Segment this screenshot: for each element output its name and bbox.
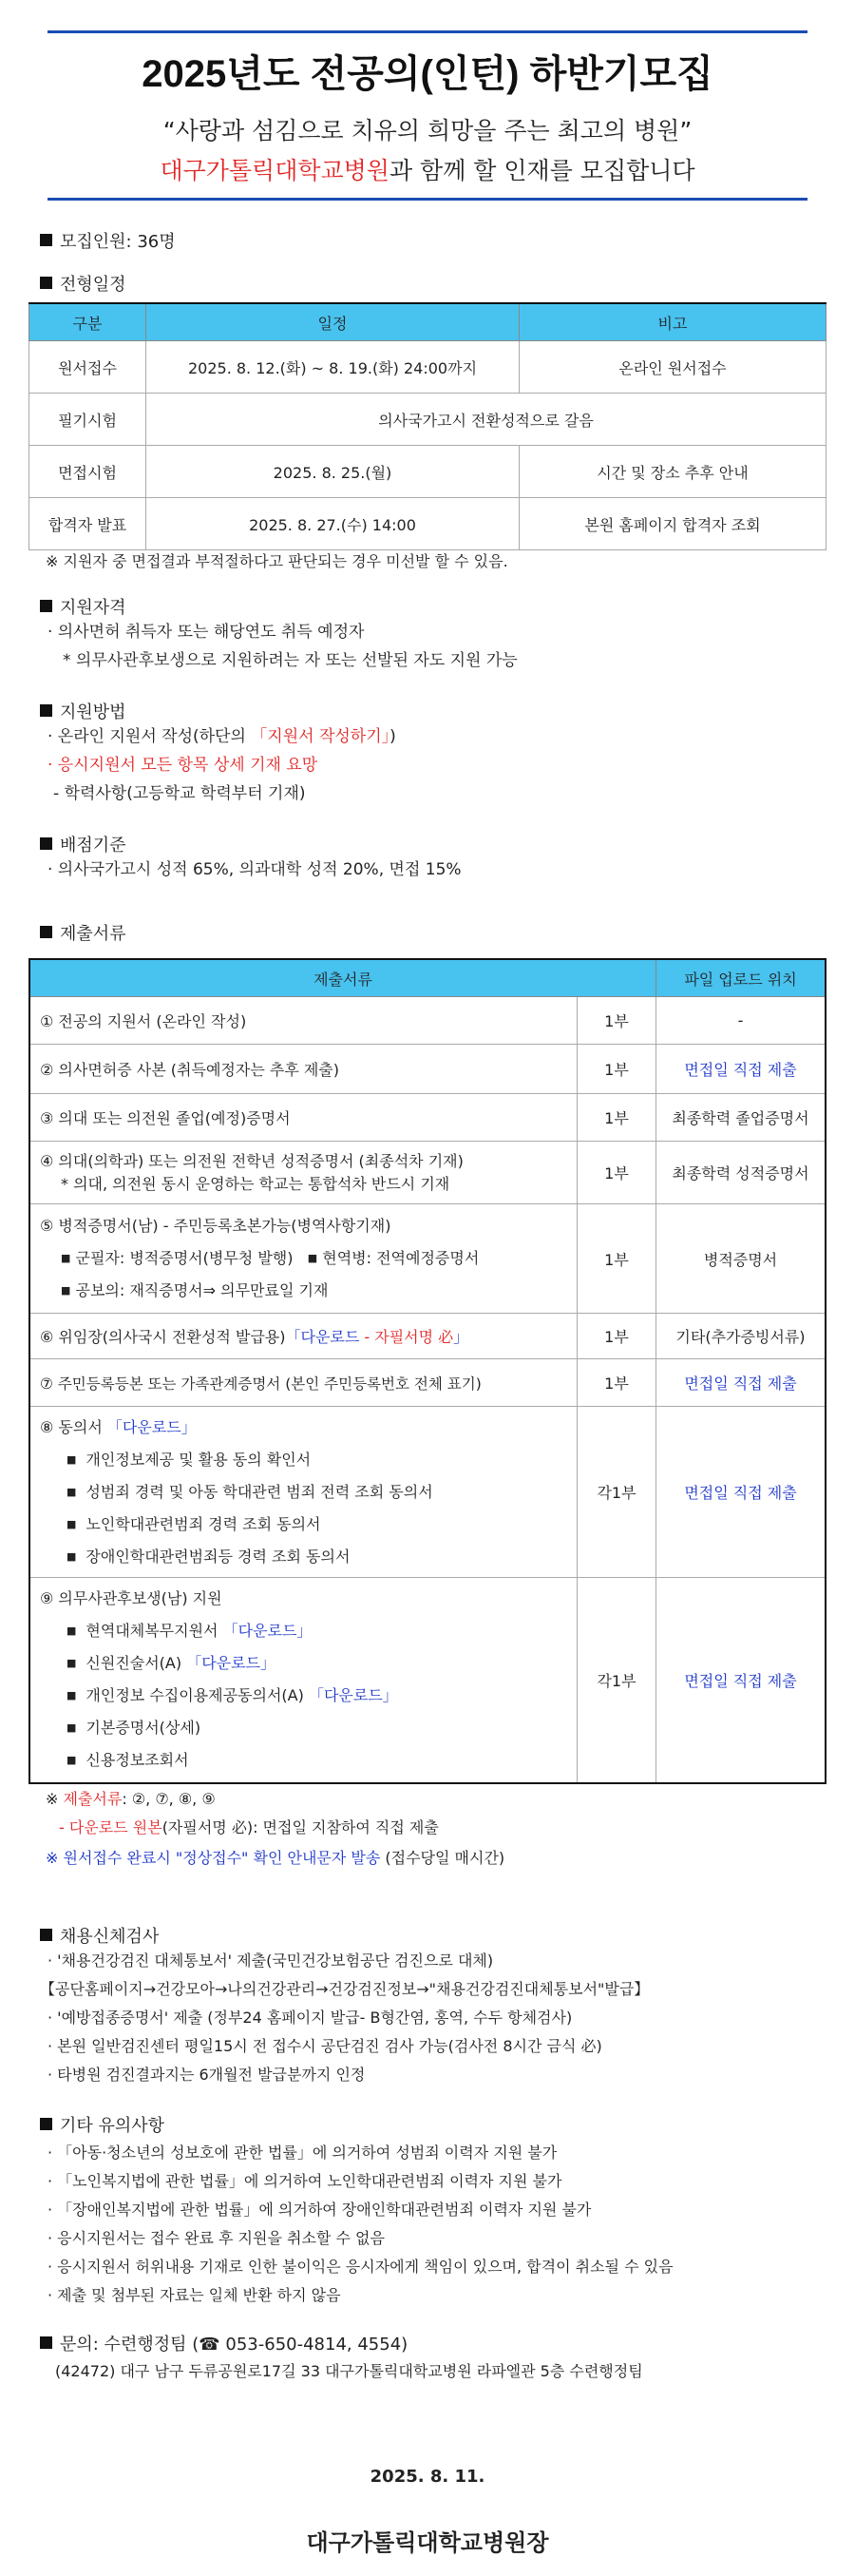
document-count: 1부 bbox=[578, 1359, 656, 1407]
notice-line: · 「아동·청소년의 성보호에 관한 법률」에 의거하여 성범죄 이력자 지원 불가 bbox=[48, 2143, 558, 2162]
health-line-2: 【공단홈페이지→건강모아→나의건강관리→건강검진정보→"채용건강검진대체통보서"발급】 bbox=[40, 1980, 650, 1998]
table-row bbox=[29, 394, 826, 446]
method-line-2: · 응시지원서 모든 항목 상세 기재 요망 bbox=[48, 756, 318, 775]
contact-line-1: 문의: 수련행정팀 (☎ 053-650-4814, 4554) bbox=[40, 2331, 408, 2355]
table-row bbox=[29, 1094, 826, 1142]
apply-form-link[interactable]: 「지원서 작성하기」 bbox=[251, 727, 390, 746]
schedule-date: 2025. 8. 25.(월) bbox=[146, 446, 520, 498]
document-name: ⑥ 위임장(의사국시 전환성적 발급용)「다운로드 - 자필서명 必」 bbox=[29, 1314, 578, 1359]
schedule-merged: 의사국가고시 전환성적으로 갈음 bbox=[146, 394, 826, 446]
schedule-type: 합격자 발표 bbox=[29, 498, 146, 550]
scoring-line-1: · 의사국가고시 성적 65%, 의과대학 성적 20%, 면접 15% bbox=[48, 860, 462, 879]
health-line-4: · 본원 일반검진센터 평일15시 전 접수시 공단검진 검사 가능(검사전 8시간 금식 必) bbox=[48, 2037, 602, 2055]
schedule-date: 2025. 8. 27.(수) 14:00 bbox=[146, 498, 520, 550]
table-row bbox=[29, 1204, 826, 1314]
document-location: 최종학력 성적증명서 bbox=[656, 1142, 826, 1204]
table-row bbox=[29, 446, 826, 498]
notice-line: · 응시지원서는 접수 완료 후 지원을 취소할 수 없음 bbox=[48, 2229, 385, 2247]
table-row bbox=[29, 341, 826, 394]
document-count: 1부 bbox=[578, 1094, 656, 1142]
health-line-5: · 타병원 검진결과지는 6개월전 발급분까지 인정 bbox=[48, 2066, 366, 2084]
schedule-col-note: 비고 bbox=[520, 303, 826, 341]
documents-col-name: 제출서류 bbox=[29, 959, 656, 997]
notice-heading: 기타 유의사항 bbox=[40, 2112, 164, 2137]
qualification-heading: 지원자격 bbox=[40, 594, 126, 619]
contact-line-2: (42472) 대구 남구 두류공원로17길 33 대구가톨릭대학교병원 라파엘관 5층 수련행정팀 bbox=[55, 2362, 643, 2380]
table-row bbox=[29, 1578, 826, 1783]
schedule-heading: 전형일정 bbox=[40, 271, 126, 296]
notice-line: · 제출 및 첨부된 자료는 일체 반환 하지 않음 bbox=[48, 2286, 341, 2304]
document-location: - bbox=[656, 997, 826, 1045]
schedule-col-date: 일정 bbox=[146, 303, 520, 341]
document-count: 1부 bbox=[578, 1314, 656, 1359]
download-link[interactable]: 「다운로드」 bbox=[308, 1686, 398, 1705]
download-link[interactable]: 「다운로드」 bbox=[186, 1654, 276, 1673]
documents-table bbox=[28, 958, 826, 1784]
health-line-1: · '채용건강검진 대체통보서' 제출(국민건강보험공단 검진으로 대체) bbox=[48, 1951, 494, 1970]
notice-line: · 「장애인복지법에 관한 법률」에 의거하여 장애인학대관련범죄 이력자 지원 불가 bbox=[48, 2201, 592, 2219]
page-title: 2025년도 전공의(인턴) 하반기모집 bbox=[142, 53, 713, 95]
recruit-tail: 과 함께 할 인재를 모집합니다 bbox=[389, 157, 695, 184]
document-location: 면접일 직접 제출 bbox=[656, 1359, 826, 1407]
header-top-rule bbox=[48, 30, 808, 33]
table-row bbox=[29, 498, 826, 550]
method-line-3: - 학력사항(고등학교 학력부터 기재) bbox=[53, 784, 306, 803]
scoring-heading: 배점기준 bbox=[40, 832, 126, 856]
schedule-date: 2025. 8. 12.(화) ~ 8. 19.(화) 24:00까지 bbox=[146, 341, 520, 394]
health-line-3: · '예방접종증명서' 제출 (정부24 홈페이지 발급- B형간염, 홍역, 수두 항체검사) bbox=[48, 2009, 573, 2027]
document-location: 면접일 직접 제출 bbox=[656, 1407, 826, 1578]
proxy-download-link[interactable]: 「다운로드 bbox=[285, 1328, 360, 1346]
schedule-note: 온라인 원서접수 bbox=[520, 341, 826, 394]
document-name: ③ 의대 또는 의전원 졸업(예정)증명서 bbox=[29, 1094, 578, 1142]
documents-note-3: ※ 원서접수 완료시 "정상접수" 확인 안내문자 발송 (접수당일 매시간) bbox=[46, 1849, 505, 1867]
document-count: 1부 bbox=[578, 1204, 656, 1314]
table-row bbox=[29, 1142, 826, 1204]
schedule-type: 원서접수 bbox=[29, 341, 146, 394]
table-row bbox=[29, 1314, 826, 1359]
schedule-footnote: ※ 지원자 중 면접결과 부적절하다고 판단되는 경우 미선발 할 수 있음. bbox=[46, 552, 508, 570]
document-location: 면접일 직접 제출 bbox=[656, 1578, 826, 1783]
signature: 대구가톨릭대학교병원장 bbox=[306, 2529, 549, 2556]
health-heading: 채용신체검사 bbox=[40, 1923, 159, 1948]
schedule-note: 시간 및 장소 추후 안내 bbox=[520, 446, 826, 498]
issue-date: 2025. 8. 11. bbox=[370, 2467, 485, 2487]
method-heading: 지원방법 bbox=[40, 699, 126, 723]
table-row bbox=[29, 1407, 826, 1578]
header-bottom-rule bbox=[48, 198, 808, 201]
document-name: ① 전공의 지원서 (온라인 작성) bbox=[29, 997, 578, 1045]
method-line-1: · 온라인 지원서 작성(하단의 「지원서 작성하기」) bbox=[48, 727, 396, 746]
document-count: 1부 bbox=[578, 1045, 656, 1094]
document-name: ⑤ 병적증명서(남) - 주민등록초본가능(병역사항기재) ■ 군필자: 병적증명서(병무청 발행) ■ 현역병: 전역예정증명서 ■ 공보의: 재직증명서⇒ 의무만료일 기재 bbox=[29, 1204, 578, 1314]
qualification-line-2: * 의무사관후보생으로 지원하려는 자 또는 선발된 자도 지원 가능 bbox=[63, 651, 518, 670]
download-link[interactable]: 「다운로드」 bbox=[222, 1622, 313, 1641]
document-count: 1부 bbox=[578, 997, 656, 1045]
document-location: 기타(추가증빙서류) bbox=[656, 1314, 826, 1359]
document-name: ④ 의대(의학과) 또는 의전원 전학년 성적증명서 (최종석차 기재) * 의대, 의전원 동시 운영하는 학교는 통합석차 반드시 기재 bbox=[29, 1142, 578, 1204]
document-location: 면접일 직접 제출 bbox=[656, 1045, 826, 1094]
document-count: 각1부 bbox=[578, 1578, 656, 1783]
qualification-line-1: · 의사면허 취득자 또는 해당연도 취득 예정자 bbox=[48, 623, 365, 642]
slogan: “사랑과 섬김으로 치유의 희망을 주는 최고의 병원” bbox=[162, 117, 693, 144]
document-name: ⑦ 주민등록등본 또는 가족관계증명서 (본인 주민등록번호 전체 표기) bbox=[29, 1359, 578, 1407]
notice-line: · 응시지원서 허위내용 기재로 인한 불이익은 응시자에게 책임이 있으며, 합격이 취소될 수 있음 bbox=[48, 2258, 674, 2276]
schedule-type: 면접시험 bbox=[29, 446, 146, 498]
document-name: ⑨ 의무사관후보생(남) 지원 ■ 현역대체복무지원서 「다운로드」 ■ 신원진술서(A) 「다운로드」 ■ 개인정보 수집이용제공동의서(A) 「다운로드」 ■ 기본증명서(상세) ■ 신용정보조회서 bbox=[29, 1578, 578, 1783]
documents-note-2: - 다운로드 원본(자필서명 必): 면접일 지참하여 직접 제출 bbox=[59, 1818, 439, 1836]
schedule-col-type: 구분 bbox=[29, 303, 146, 341]
notice-line: · 「노인복지법에 관한 법률」에 의거하여 노인학대관련범죄 이력자 지원 불가 bbox=[48, 2172, 562, 2190]
document-count: 각1부 bbox=[578, 1407, 656, 1578]
schedule-table bbox=[28, 302, 826, 550]
consent-download-link[interactable]: 「다운로드」 bbox=[106, 1417, 197, 1436]
table-row bbox=[29, 997, 826, 1045]
document-location: 최종학력 졸업증명서 bbox=[656, 1094, 826, 1142]
documents-heading: 제출서류 bbox=[40, 920, 126, 945]
document-name: ⑧ 동의서 「다운로드」 ■ 개인정보제공 및 활용 동의 확인서 ■ 성범죄 경력 및 아동 학대관련 범죄 전력 조회 동의서 ■ 노인학대관련범죄 경력 조회 동의서 ■ 장애인학대관련범죄등 경력 조회 동의서 bbox=[29, 1407, 578, 1578]
schedule-type: 필기시험 bbox=[29, 394, 146, 446]
document-location: 병적증명서 bbox=[656, 1204, 826, 1314]
recruit-count: 모집인원: 36명 bbox=[40, 228, 176, 253]
document-name: ② 의사면허증 사본 (취득예정자는 추후 제출) bbox=[29, 1045, 578, 1094]
documents-note-1: ※ 제출서류: ②, ⑦, ⑧, ⑨ bbox=[46, 1790, 216, 1808]
recruit-statement bbox=[0, 152, 855, 186]
table-row bbox=[29, 1045, 826, 1094]
document-count: 1부 bbox=[578, 1142, 656, 1204]
documents-col-location: 파일 업로드 위치 bbox=[656, 959, 826, 997]
schedule-note: 본원 홈페이지 합격자 조회 bbox=[520, 498, 826, 550]
table-row bbox=[29, 1359, 826, 1407]
hospital-name: 대구가톨릭대학교병원 bbox=[160, 157, 390, 184]
